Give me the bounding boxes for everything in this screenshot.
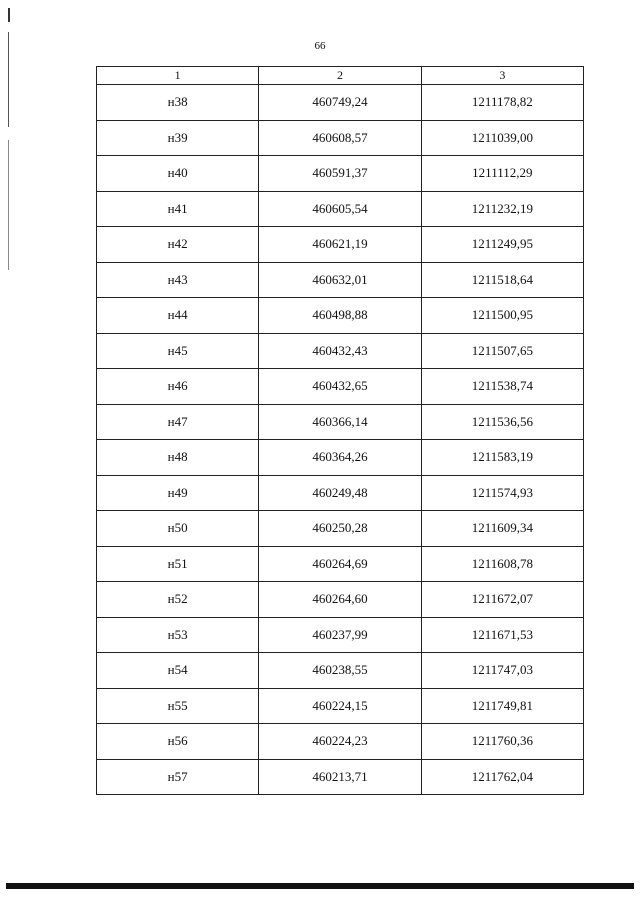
y-coordinate-cell: 1211574,93 (421, 475, 583, 511)
y-coordinate-cell: 1211536,56 (421, 404, 583, 440)
table-row (97, 120, 584, 156)
point-id-cell: н48 (97, 440, 259, 476)
y-coordinate-cell: 1211747,03 (421, 653, 583, 689)
x-coordinate-cell: 460366,14 (259, 404, 421, 440)
table-row (97, 759, 584, 795)
table-row (97, 369, 584, 405)
table-row (97, 546, 584, 582)
point-id-cell: н50 (97, 511, 259, 547)
point-id-cell: н53 (97, 617, 259, 653)
point-id-cell: н40 (97, 156, 259, 192)
x-coordinate-cell: 460432,43 (259, 333, 421, 369)
table-row (97, 298, 584, 334)
point-id-cell: н43 (97, 262, 259, 298)
column-header: 3 (421, 67, 583, 85)
point-id-cell: н39 (97, 120, 259, 156)
y-coordinate-cell: 1211249,95 (421, 227, 583, 263)
y-coordinate-cell: 1211500,95 (421, 298, 583, 334)
point-id-cell: н41 (97, 191, 259, 227)
x-coordinate-cell: 460749,24 (259, 85, 421, 121)
point-id-cell: н47 (97, 404, 259, 440)
table-header-row (97, 67, 584, 85)
x-coordinate-cell: 460621,19 (259, 227, 421, 263)
y-coordinate-cell: 1211609,34 (421, 511, 583, 547)
x-coordinate-cell: 460264,69 (259, 546, 421, 582)
table-row (97, 688, 584, 724)
table-row (97, 333, 584, 369)
x-coordinate-cell: 460249,48 (259, 475, 421, 511)
x-coordinate-cell: 460608,57 (259, 120, 421, 156)
table-row (97, 440, 584, 476)
point-id-cell: н49 (97, 475, 259, 511)
table-row (97, 191, 584, 227)
bottom-rule (6, 883, 634, 889)
y-coordinate-cell: 1211583,19 (421, 440, 583, 476)
x-coordinate-cell: 460224,23 (259, 724, 421, 760)
point-id-cell: н55 (97, 688, 259, 724)
table-row (97, 617, 584, 653)
x-coordinate-cell: 460591,37 (259, 156, 421, 192)
point-id-cell: н45 (97, 333, 259, 369)
y-coordinate-cell: 1211671,53 (421, 617, 583, 653)
point-id-cell: н38 (97, 85, 259, 121)
y-coordinate-cell: 1211178,82 (421, 85, 583, 121)
table-row (97, 511, 584, 547)
table-row (97, 475, 584, 511)
scan-edge-mark (8, 8, 10, 22)
x-coordinate-cell: 460264,60 (259, 582, 421, 618)
y-coordinate-cell: 1211760,36 (421, 724, 583, 760)
x-coordinate-cell: 460237,99 (259, 617, 421, 653)
point-id-cell: н42 (97, 227, 259, 263)
x-coordinate-cell: 460432,65 (259, 369, 421, 405)
x-coordinate-cell: 460364,26 (259, 440, 421, 476)
y-coordinate-cell: 1211518,64 (421, 262, 583, 298)
y-coordinate-cell: 1211507,65 (421, 333, 583, 369)
table-body (97, 85, 584, 795)
x-coordinate-cell: 460224,15 (259, 688, 421, 724)
coordinates-table (96, 66, 584, 795)
y-coordinate-cell: 1211112,29 (421, 156, 583, 192)
y-coordinate-cell: 1211749,81 (421, 688, 583, 724)
y-coordinate-cell: 1211608,78 (421, 546, 583, 582)
table-row (97, 582, 584, 618)
table-row (97, 724, 584, 760)
point-id-cell: н57 (97, 759, 259, 795)
x-coordinate-cell: 460213,71 (259, 759, 421, 795)
y-coordinate-cell: 1211672,07 (421, 582, 583, 618)
column-header: 2 (259, 67, 421, 85)
point-id-cell: н51 (97, 546, 259, 582)
table-row (97, 156, 584, 192)
point-id-cell: н46 (97, 369, 259, 405)
table-row (97, 85, 584, 121)
table-row (97, 404, 584, 440)
table-row (97, 653, 584, 689)
x-coordinate-cell: 460605,54 (259, 191, 421, 227)
y-coordinate-cell: 1211232,19 (421, 191, 583, 227)
y-coordinate-cell: 1211039,00 (421, 120, 583, 156)
x-coordinate-cell: 460632,01 (259, 262, 421, 298)
scan-edge-mark (8, 140, 9, 270)
point-id-cell: н52 (97, 582, 259, 618)
y-coordinate-cell: 1211538,74 (421, 369, 583, 405)
page-number: 66 (314, 40, 326, 52)
x-coordinate-cell: 460498,88 (259, 298, 421, 334)
point-id-cell: н56 (97, 724, 259, 760)
point-id-cell: н54 (97, 653, 259, 689)
y-coordinate-cell: 1211762,04 (421, 759, 583, 795)
column-header: 1 (97, 67, 259, 85)
table-row (97, 262, 584, 298)
x-coordinate-cell: 460238,55 (259, 653, 421, 689)
x-coordinate-cell: 460250,28 (259, 511, 421, 547)
point-id-cell: н44 (97, 298, 259, 334)
table-row (97, 227, 584, 263)
